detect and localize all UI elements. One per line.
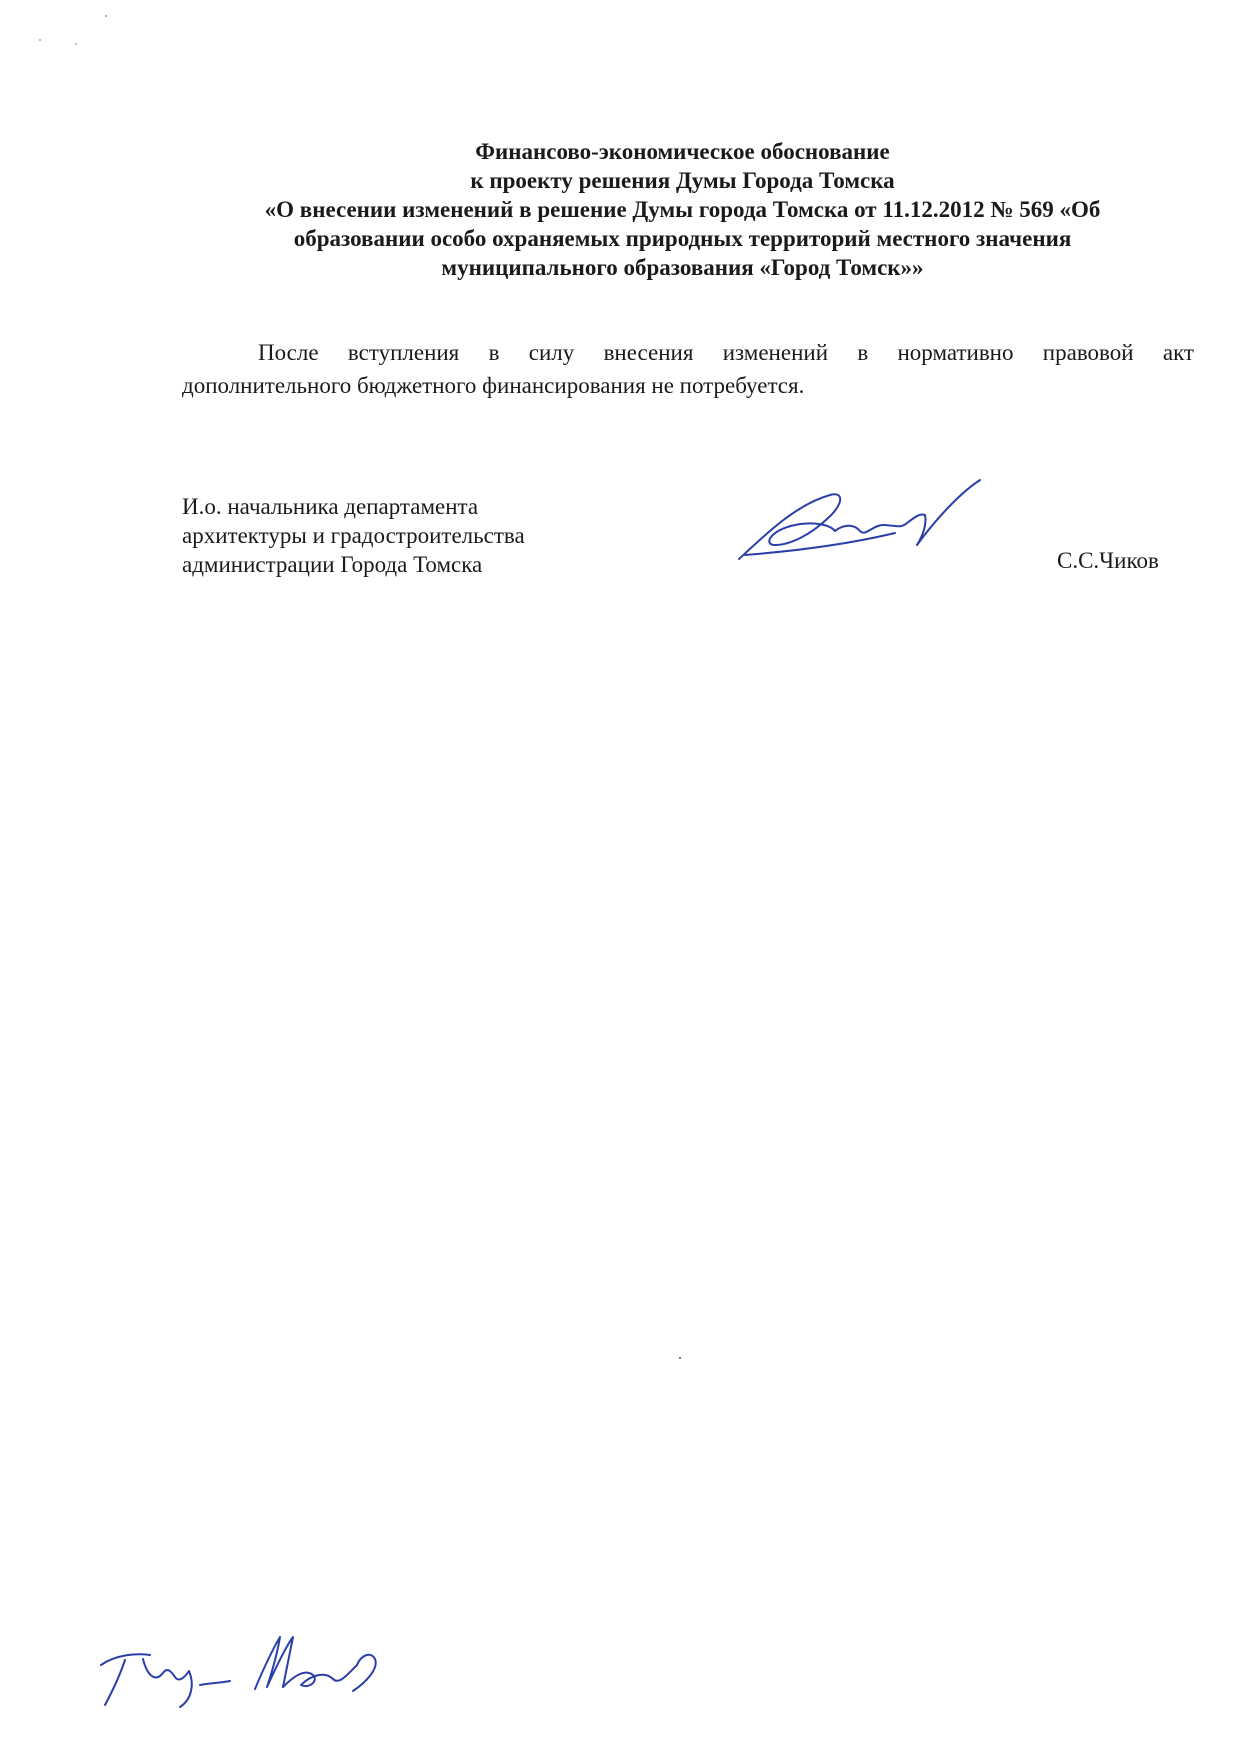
title-line-2: к проекту решения Думы Города Томска xyxy=(470,168,895,193)
signer-position-line-2: архитектуры и градостроительства xyxy=(182,523,525,548)
body-paragraph xyxy=(182,336,1194,402)
signer-position xyxy=(182,492,525,579)
title-line-4: образовании особо охраняемых природных территорий местного значения xyxy=(293,226,1072,251)
signer-position-line-3: администрации Города Томска xyxy=(182,552,483,577)
title-line-5: муниципального образования «Город Томск»» xyxy=(441,255,924,280)
title-line-3: «О внесении изменений в решение Думы города Томска от 11.12.2012 № 569 «Об xyxy=(264,197,1101,222)
initials-handwritten xyxy=(95,1625,415,1715)
body-line-1: После вступления в силу внесения изменений в нормативно правовой акт xyxy=(258,340,1194,365)
title-line-1: Финансово-экономическое обоснование xyxy=(475,139,890,164)
signer-position-line-1: И.о. начальника департамента xyxy=(182,494,479,519)
handwritten-signature xyxy=(735,475,995,565)
body-line-2: дополнительного бюджетного финансирования не потребуется. xyxy=(182,373,805,398)
document-title xyxy=(170,137,1195,282)
signer-name: С.С.Чиков xyxy=(1057,548,1159,573)
